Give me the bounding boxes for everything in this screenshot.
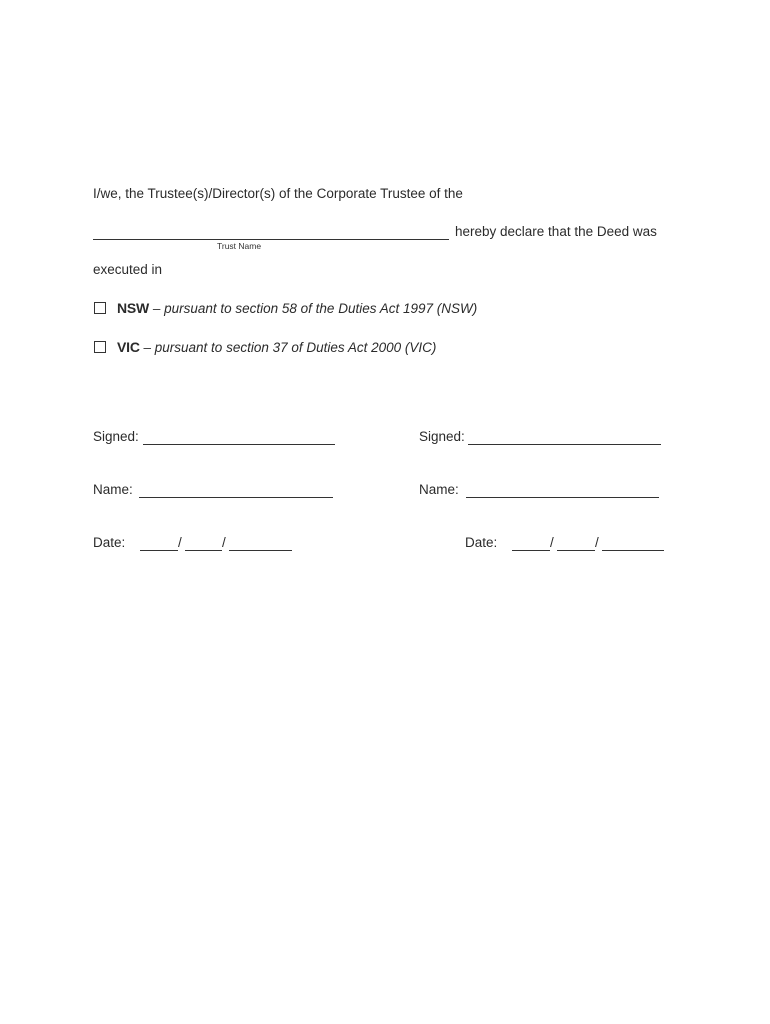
declaration-intro: I/we, the Trustee(s)/Director(s) of the Corporate Trustee of the: [93, 186, 463, 201]
left-date-separator-2: /: [222, 535, 226, 550]
nsw-code: NSW: [117, 300, 150, 316]
right-date-day-field[interactable]: [512, 550, 550, 551]
right-name-field[interactable]: [466, 497, 659, 498]
right-date-separator-1: /: [550, 535, 554, 550]
right-name-label: Name:: [419, 482, 459, 497]
left-date-day-field[interactable]: [140, 550, 178, 551]
left-date-label: Date:: [93, 535, 126, 550]
nsw-description: pursuant to section 58 of the Duties Act 1997 (NSW): [164, 301, 478, 316]
trust-name-field[interactable]: [93, 239, 449, 240]
vic-description: pursuant to section 37 of Duties Act 2000 (VIC): [154, 340, 437, 355]
vic-checkbox[interactable]: [94, 341, 106, 353]
trust-name-caption: Trust Name: [217, 241, 262, 251]
declare-text: hereby declare that the Deed was: [455, 224, 657, 239]
left-name-label: Name:: [93, 482, 133, 497]
right-signed-label: Signed:: [419, 429, 465, 444]
left-date-year-field[interactable]: [229, 550, 292, 551]
nsw-checkbox[interactable]: [94, 302, 106, 314]
vic-option: [117, 339, 436, 356]
right-date-separator-2: /: [595, 535, 599, 550]
left-name-field[interactable]: [139, 497, 333, 498]
vic-code: VIC: [117, 339, 140, 355]
nsw-option: [117, 300, 477, 317]
left-signed-label: Signed:: [93, 429, 139, 444]
left-signed-field[interactable]: [143, 444, 335, 445]
vic-dash: –: [139, 340, 155, 355]
left-date-separator-1: /: [178, 535, 182, 550]
right-date-year-field[interactable]: [602, 550, 664, 551]
right-signed-field[interactable]: [468, 444, 661, 445]
right-date-month-field[interactable]: [557, 550, 595, 551]
right-date-label: Date:: [465, 535, 498, 550]
executed-in-text: executed in: [93, 262, 163, 277]
left-date-month-field[interactable]: [185, 550, 222, 551]
nsw-dash: –: [149, 301, 165, 316]
